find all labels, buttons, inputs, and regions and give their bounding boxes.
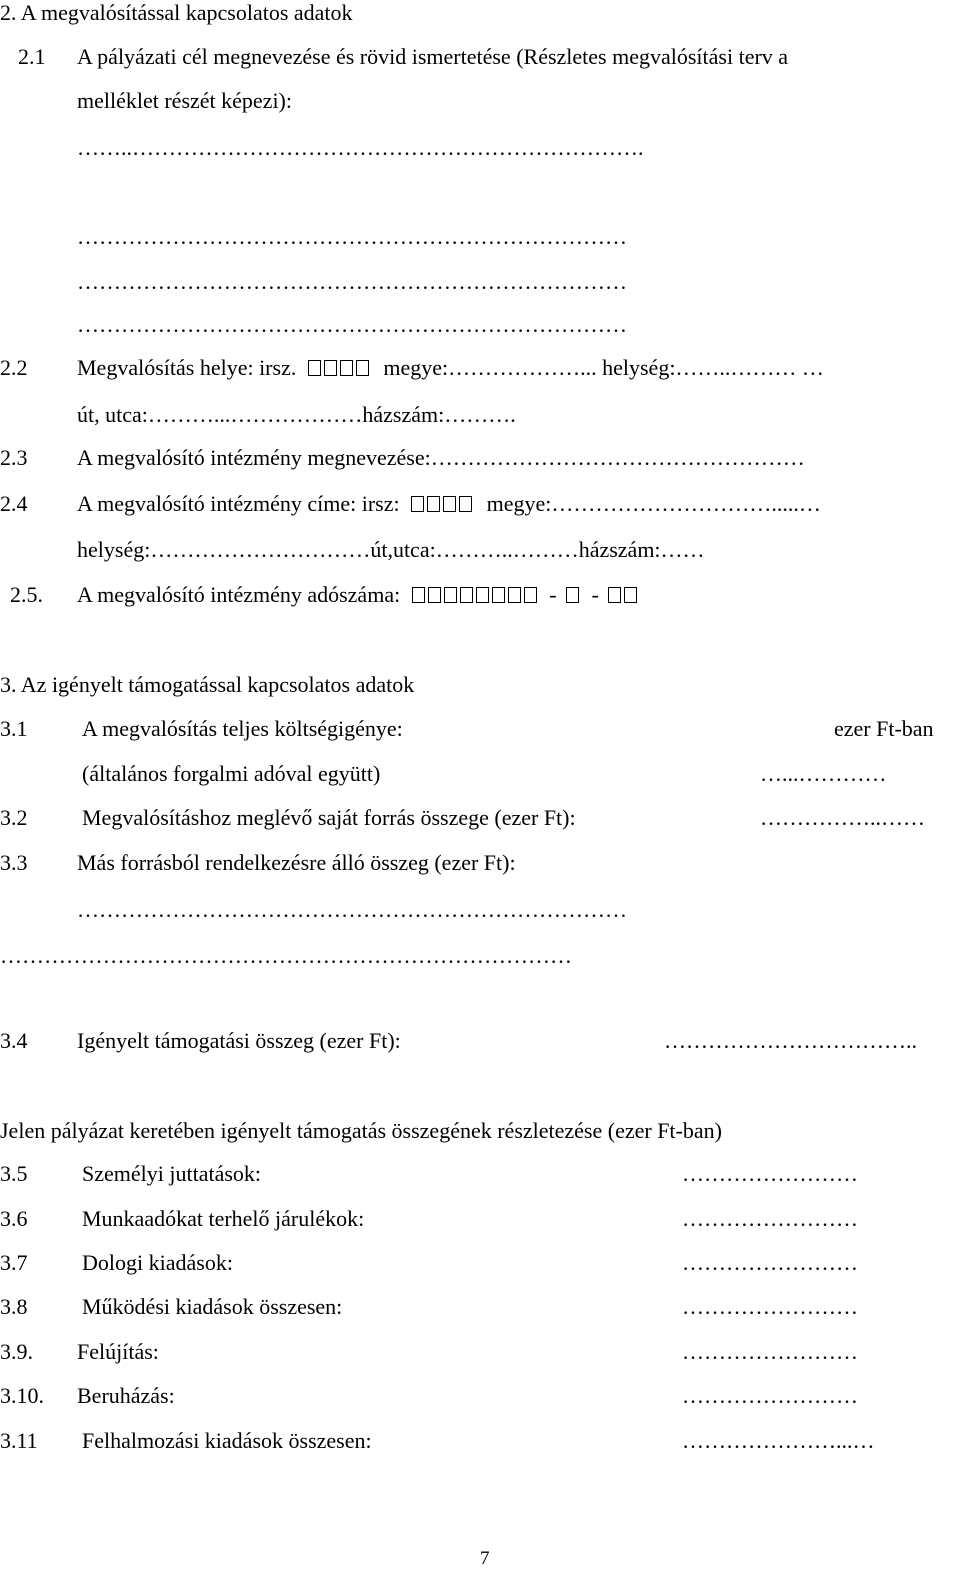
city-label: helység: bbox=[77, 537, 151, 562]
digit-box[interactable] bbox=[427, 496, 440, 512]
dotted-fill-line: ………………………………………………………………… bbox=[77, 269, 627, 294]
institution-name-label: A megvalósító intézmény megnevezése: bbox=[77, 445, 431, 470]
digit-box[interactable] bbox=[412, 587, 425, 603]
digit-box[interactable] bbox=[428, 587, 441, 603]
detail-row-number: 3.6 bbox=[0, 1206, 28, 1231]
digit-box[interactable] bbox=[492, 587, 505, 603]
dotted-fill-line: …………………………………………………………………… bbox=[0, 943, 572, 968]
postcode-boxes[interactable] bbox=[308, 357, 372, 379]
digit-box[interactable] bbox=[460, 587, 473, 603]
county-fill: ………………... helység:……..……… … bbox=[448, 355, 824, 380]
detail-row-number: 3.5 bbox=[0, 1161, 28, 1186]
tax-number-boxes-vat[interactable] bbox=[566, 584, 582, 606]
item-2-5-line bbox=[77, 584, 640, 606]
detail-row-fill: …………………… bbox=[682, 1294, 858, 1319]
tax-number-label: A megvalósító intézmény adószáma: bbox=[77, 582, 401, 607]
item-2-4-line bbox=[77, 493, 821, 515]
item-3-1-text: A megvalósítás teljes költségigénye: bbox=[82, 716, 403, 741]
digit-box[interactable] bbox=[608, 587, 621, 603]
item-3-2-fill: ……………..…… bbox=[760, 805, 925, 830]
detail-row-number: 3.9. bbox=[0, 1339, 33, 1364]
item-2-5-number: 2.5. bbox=[10, 582, 43, 607]
detail-row-label: Munkaadókat terhelő járulékok: bbox=[82, 1206, 365, 1231]
house-number-label: ………..………házszám:…… bbox=[435, 537, 705, 562]
item-3-1-number: 3.1 bbox=[0, 716, 28, 741]
detail-row-number: 3.7 bbox=[0, 1250, 28, 1275]
section-3-heading: 3. Az igényelt támogatással kapcsolatos adatok bbox=[0, 672, 415, 697]
digit-box[interactable] bbox=[443, 496, 456, 512]
digit-box[interactable] bbox=[308, 360, 321, 376]
digit-box[interactable] bbox=[324, 360, 337, 376]
detail-row-fill: …………………… bbox=[682, 1383, 858, 1408]
digit-box[interactable] bbox=[340, 360, 353, 376]
detail-row-fill: …………………… bbox=[682, 1161, 858, 1186]
item-2-1-text-cont: melléklet részét képezi): bbox=[77, 88, 292, 113]
digit-box[interactable] bbox=[411, 496, 424, 512]
item-3-1-fill: …...………… bbox=[760, 761, 887, 786]
digit-box[interactable] bbox=[624, 587, 637, 603]
institution-address-label: A megvalósító intézmény címe: irsz: bbox=[77, 491, 400, 516]
item-2-3-line bbox=[77, 447, 805, 469]
digit-box[interactable] bbox=[524, 587, 537, 603]
item-2-4-number: 2.4 bbox=[0, 491, 28, 516]
detail-row-fill: …………………… bbox=[682, 1206, 858, 1231]
item-3-2-number: 3.2 bbox=[0, 805, 28, 830]
detail-row-number: 3.8 bbox=[0, 1294, 28, 1319]
item-2-2-street-line: út, utca:………...………………házszám:………. bbox=[77, 402, 516, 427]
item-3-4-fill: …………………………….. bbox=[664, 1028, 917, 1053]
digit-box[interactable] bbox=[444, 587, 457, 603]
detail-row-label: Beruházás: bbox=[77, 1383, 175, 1408]
postcode-boxes[interactable] bbox=[411, 493, 475, 515]
county-label: megye: bbox=[383, 355, 449, 380]
detail-row-number: 3.11 bbox=[0, 1428, 38, 1453]
item-2-4-line-2 bbox=[77, 539, 705, 561]
item-3-1-text-cont: (általános forgalmi adóval együtt) bbox=[82, 761, 381, 786]
dotted-fill-line: ………………………………………………………………… bbox=[77, 312, 627, 337]
item-3-3-text: Más forrásból rendelkezésre álló összeg (ezer Ft): bbox=[77, 850, 516, 875]
tax-number-boxes-main[interactable] bbox=[412, 584, 540, 606]
digit-box[interactable] bbox=[356, 360, 369, 376]
detail-row-fill: …………………… bbox=[682, 1250, 858, 1275]
detail-row-fill: …………………… bbox=[682, 1339, 858, 1364]
detail-row-number: 3.10. bbox=[0, 1383, 44, 1408]
item-2-2-line bbox=[77, 357, 824, 379]
item-2-3-number: 2.3 bbox=[0, 445, 28, 470]
dotted-fill-line: ………………………………………………………………… bbox=[77, 897, 627, 922]
dotted-fill-line: ……..……………………………………………………………. bbox=[77, 135, 644, 160]
item-3-4-number: 3.4 bbox=[0, 1028, 28, 1053]
street-label: …………………………út,utca: bbox=[150, 537, 436, 562]
item-2-1-number: 2.1 bbox=[18, 44, 46, 69]
digit-box[interactable] bbox=[508, 587, 521, 603]
detail-row-fill: …………………...… bbox=[682, 1428, 875, 1453]
location-label: Megvalósítás helye: irsz. bbox=[77, 355, 297, 380]
detail-row-label: Személyi juttatások: bbox=[82, 1161, 262, 1186]
detail-row-label: Felhalmozási kiadások összesen: bbox=[82, 1428, 372, 1453]
item-3-3-number: 3.3 bbox=[0, 850, 28, 875]
detail-heading: Jelen pályázat keretében igényelt támogatás összegének részletezése (ezer Ft-ban) bbox=[0, 1118, 722, 1143]
digit-box[interactable] bbox=[476, 587, 489, 603]
detail-row-label: Dologi kiadások: bbox=[82, 1250, 233, 1275]
item-3-2-text: Megvalósításhoz meglévő saját forrás összege (ezer Ft): bbox=[82, 805, 576, 830]
county-label: megye: bbox=[486, 491, 552, 516]
dotted-fill-line: ………………………………………………………………… bbox=[77, 224, 627, 249]
detail-row-label: Felújítás: bbox=[77, 1339, 159, 1364]
digit-box[interactable] bbox=[566, 587, 579, 603]
item-3-4-text: Igényelt támogatási összeg (ezer Ft): bbox=[77, 1028, 401, 1053]
tax-number-boxes-county[interactable] bbox=[608, 584, 640, 606]
item-3-1-unit: ezer Ft-ban bbox=[834, 716, 934, 741]
detail-row-label: Működési kiadások összesen: bbox=[82, 1294, 343, 1319]
item-2-2-number: 2.2 bbox=[0, 355, 28, 380]
county-fill: ………………………….....… bbox=[551, 491, 821, 516]
item-2-1-text: A pályázati cél megnevezése és rövid ismertetése (Részletes megvalósítási terv a bbox=[77, 44, 789, 69]
institution-name-fill: …………………………………………… bbox=[430, 445, 805, 470]
tax-number-separator: - bbox=[549, 582, 557, 607]
section-2-heading: 2. A megvalósítással kapcsolatos adatok bbox=[0, 0, 353, 25]
tax-number-separator: - bbox=[591, 582, 599, 607]
digit-box[interactable] bbox=[459, 496, 472, 512]
page-number: 7 bbox=[480, 1548, 490, 1569]
